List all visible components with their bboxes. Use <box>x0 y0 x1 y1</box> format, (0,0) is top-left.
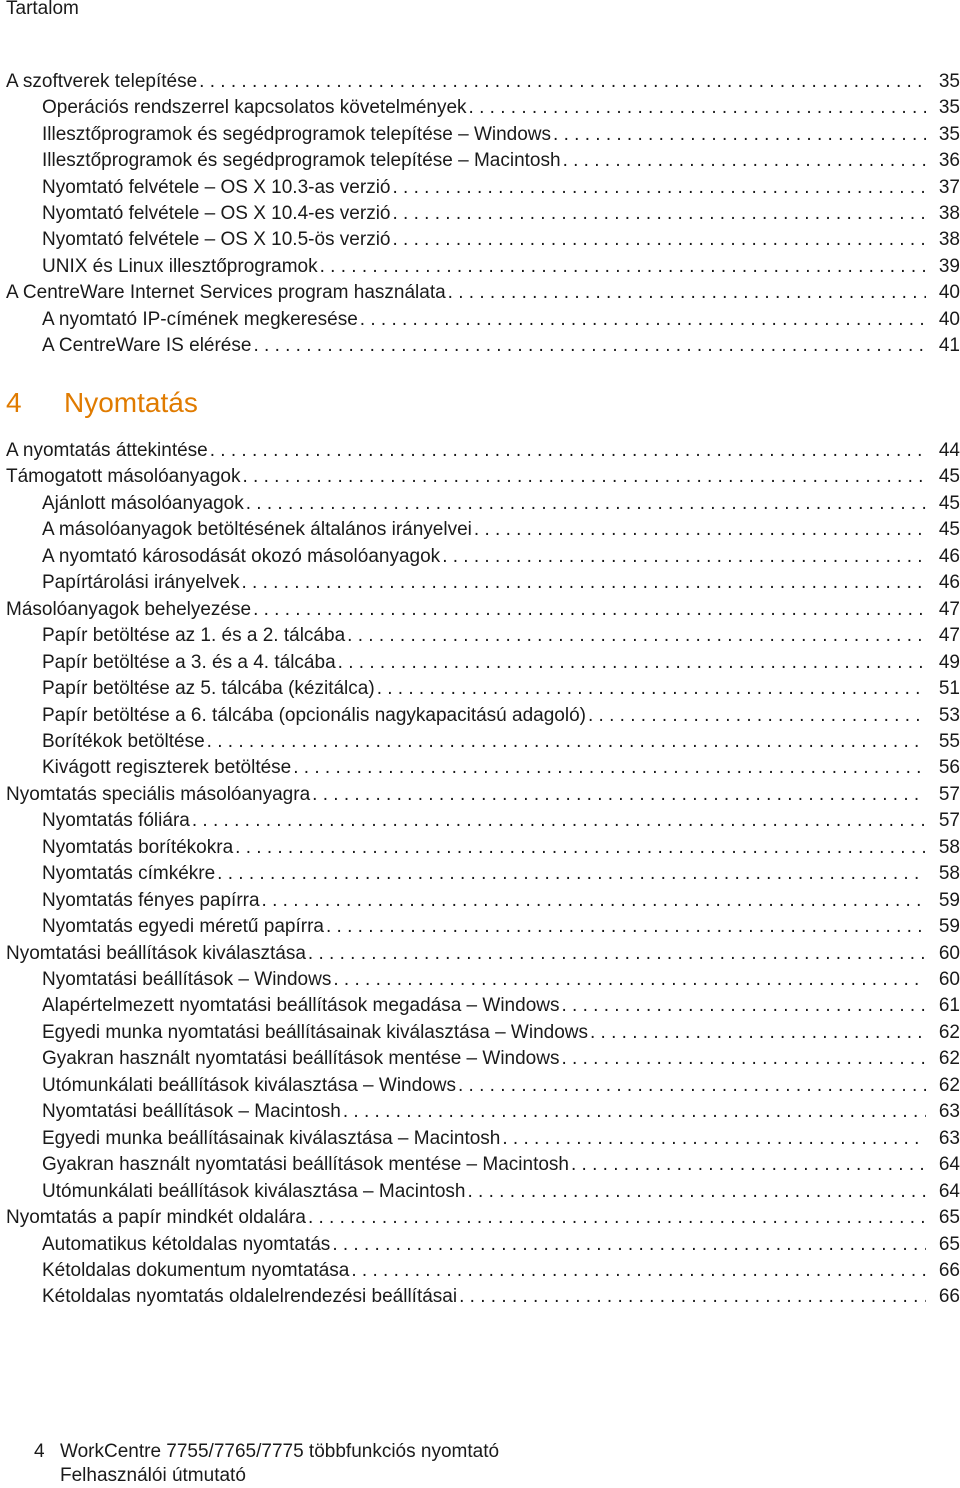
dot-leader <box>571 1153 926 1177</box>
toc-entry-title: Papír betöltése a 6. tálcába (opcionális nagykapacitású adagoló) <box>42 704 586 726</box>
dot-leader <box>253 334 926 358</box>
toc-entry[interactable] <box>0 465 960 489</box>
dot-leader <box>217 862 926 886</box>
chapter-title: Nyomtatás <box>64 387 198 418</box>
dot-leader <box>235 836 926 860</box>
toc-entry-page: 35 <box>938 123 960 145</box>
toc-entry-title: Papír betöltése a 3. és a 4. tálcába <box>42 651 336 673</box>
toc-entry[interactable] <box>0 492 960 516</box>
toc-entry-title: Papír betöltése az 1. és a 2. tálcába <box>42 625 346 647</box>
toc-entry[interactable] <box>0 70 960 94</box>
toc-entry[interactable] <box>0 1074 960 1098</box>
toc-entry-page: 66 <box>938 1259 960 1281</box>
dot-leader <box>312 783 926 807</box>
toc-entry-page: 62 <box>938 1021 960 1043</box>
dot-leader <box>393 228 927 252</box>
toc-entry[interactable] <box>0 176 960 200</box>
toc-entry-title: UNIX és Linux illesztőprogramok <box>42 255 318 277</box>
toc-entry-page: 47 <box>938 625 960 647</box>
toc-entry-page: 38 <box>938 229 960 251</box>
toc-entry[interactable] <box>0 228 960 252</box>
toc-entry-page: 66 <box>938 1286 960 1308</box>
toc-entry-title: Nyomtatás fényes papírra <box>42 889 260 911</box>
toc-entry-page: 59 <box>938 889 960 911</box>
toc-entry-page: 55 <box>938 730 960 752</box>
toc-entry-title: Nyomtatás egyedi méretű papírra <box>42 916 324 938</box>
toc-entry-page: 57 <box>938 783 960 805</box>
dot-leader <box>563 149 926 173</box>
dot-leader <box>308 942 926 966</box>
dot-leader <box>332 1233 926 1257</box>
toc-entry-page: 56 <box>938 757 960 779</box>
toc-entry[interactable] <box>0 1021 960 1045</box>
toc-entry-page: 35 <box>938 97 960 119</box>
toc-entry-title: Nyomtatás borítékokra <box>42 836 234 858</box>
dot-leader <box>561 994 926 1018</box>
toc-entry[interactable] <box>0 730 960 754</box>
toc-entry-page: 64 <box>938 1180 960 1202</box>
toc-entry[interactable] <box>0 1127 960 1151</box>
toc-entry[interactable] <box>0 1259 960 1283</box>
toc-entry-title: Utómunkálati beállítások kiválasztása – Windows <box>42 1074 456 1096</box>
toc-entry-page: 64 <box>938 1154 960 1176</box>
toc-entry-page: 35 <box>938 71 960 92</box>
toc-entry[interactable] <box>0 1100 960 1124</box>
toc-entry[interactable] <box>0 281 960 305</box>
toc-entry[interactable] <box>0 651 960 675</box>
toc-entry-title: Másolóanyagok behelyezése <box>6 598 252 620</box>
dot-leader <box>467 1180 926 1204</box>
toc-entry-page: 65 <box>938 1207 960 1229</box>
toc-entry-title: Kétoldalas dokumentum nyomtatása <box>42 1259 350 1281</box>
dot-leader <box>448 281 926 305</box>
dot-leader <box>262 889 926 913</box>
dot-leader <box>326 915 926 939</box>
toc-entry-title: A nyomtatás áttekintése <box>6 440 208 461</box>
toc-entry-page: 58 <box>938 836 960 858</box>
toc-entry[interactable] <box>0 149 960 173</box>
toc-entry[interactable] <box>0 994 960 1018</box>
toc-entry-page: 58 <box>938 863 960 885</box>
dot-leader <box>242 465 926 489</box>
toc-entry-page: 51 <box>938 678 960 700</box>
dot-leader <box>588 704 926 728</box>
toc-entry-page: 65 <box>938 1233 960 1255</box>
toc-entry[interactable] <box>0 862 960 886</box>
toc-entry[interactable] <box>0 704 960 728</box>
toc-entry-title: Kivágott regiszterek betöltése <box>42 757 292 779</box>
dot-leader <box>469 96 926 120</box>
toc-entry-title: Utómunkálati beállítások kiválasztása – Macintosh <box>42 1180 466 1202</box>
toc-entry-page: 38 <box>938 203 960 224</box>
dot-leader <box>210 439 926 463</box>
dot-leader <box>338 651 926 675</box>
toc-entry[interactable] <box>0 545 960 569</box>
toc-entry-page: 39 <box>938 255 960 277</box>
toc-entry-title: Operációs rendszerrel kapcsolatos követelmények <box>42 97 467 119</box>
toc-entry-page: 40 <box>938 282 960 304</box>
toc-entry-title: Nyomtatás a papír mindkét oldalára <box>6 1207 306 1229</box>
toc-entry[interactable] <box>0 756 960 780</box>
toc-entry-page: 63 <box>938 1101 960 1123</box>
toc-entry-title: Nyomtatási beállítások – Macintosh <box>42 1101 341 1123</box>
toc-entry[interactable] <box>0 809 960 833</box>
toc-entry[interactable] <box>0 1285 960 1309</box>
toc-entry[interactable] <box>0 1206 960 1230</box>
footer-page-number: 4 <box>34 1441 45 1462</box>
toc-entry[interactable] <box>0 889 960 913</box>
toc-entry-page: 46 <box>938 572 960 594</box>
toc-entry-title: Borítékok betöltése <box>42 730 205 752</box>
toc-entry-title: A másolóanyagok betöltésének általános irányelvei <box>42 519 472 541</box>
dot-leader <box>459 1285 926 1309</box>
toc-entry[interactable] <box>0 598 960 622</box>
toc-entry[interactable] <box>0 1233 960 1257</box>
toc-entry-page: 40 <box>938 308 960 330</box>
toc-entry[interactable] <box>0 255 960 279</box>
toc-entry-page: 45 <box>938 519 960 541</box>
toc-entry[interactable] <box>0 1047 960 1071</box>
toc-entry-page: 53 <box>938 704 960 726</box>
toc-entry[interactable] <box>0 1180 960 1204</box>
toc-entry-title: Alapértelmezett nyomtatási beállítások megadása – Windows <box>42 995 560 1017</box>
toc-entry[interactable] <box>0 783 960 807</box>
toc-entry-title: Támogatott másolóanyagok <box>6 466 241 488</box>
toc-entry-page: 59 <box>938 916 960 938</box>
toc-entry-title: Gyakran használt nyomtatási beállítások mentése – Macintosh <box>42 1154 569 1176</box>
toc-entry-page: 47 <box>938 598 960 620</box>
toc-entry-page: 60 <box>938 942 960 964</box>
dot-leader <box>553 123 926 147</box>
toc-entry-page: 49 <box>938 651 960 673</box>
toc-entry[interactable] <box>0 439 960 463</box>
dot-leader <box>351 1259 926 1283</box>
footer-doc-title: Felhasználói útmutató <box>60 1465 246 1486</box>
dot-leader <box>590 1021 926 1045</box>
dot-leader <box>377 677 926 701</box>
toc-entry-title: Illesztőprogramok és segédprogramok telepítése – Windows <box>42 123 552 145</box>
dot-leader <box>474 518 926 542</box>
dot-leader <box>561 1047 926 1071</box>
dot-leader <box>241 571 926 595</box>
dot-leader <box>246 492 926 516</box>
toc-entry-page: 60 <box>938 969 960 990</box>
toc-entry-title: A CentreWare IS elérése <box>42 335 252 356</box>
toc-entry[interactable] <box>0 96 960 120</box>
toc-entry-page: 63 <box>938 1127 960 1149</box>
toc-entry[interactable] <box>0 677 960 701</box>
toc-entry-title: A szoftverek telepítése <box>6 71 198 92</box>
toc-entry-title: A CentreWare Internet Services program használata <box>6 282 446 304</box>
dot-leader <box>347 624 926 648</box>
toc-entry-title: A nyomtató károsodását okozó másolóanyagok <box>42 545 441 567</box>
toc-entry-title: Nyomtatás címkékre <box>42 863 216 885</box>
toc-entry[interactable] <box>0 624 960 648</box>
dot-leader <box>393 176 927 200</box>
dot-leader <box>442 545 926 569</box>
dot-leader <box>253 598 926 622</box>
toc-entry[interactable] <box>0 123 960 147</box>
page-footer <box>34 1440 499 1488</box>
toc-entry[interactable] <box>0 915 960 939</box>
dot-leader <box>458 1074 926 1098</box>
toc-entry[interactable] <box>0 518 960 542</box>
dot-leader <box>343 1100 926 1124</box>
toc-entry[interactable] <box>0 836 960 860</box>
toc-entry-title: Ajánlott másolóanyagok <box>42 492 244 514</box>
toc-entry-title: Automatikus kétoldalas nyomtatás <box>42 1233 331 1255</box>
toc-entry-title: Nyomtató felvétele – OS X 10.3-as verzió <box>42 176 391 198</box>
toc-entry-page: 36 <box>938 150 960 172</box>
chapter-heading <box>6 386 198 420</box>
toc-entry-page: 45 <box>938 492 960 514</box>
toc-entry-page: 41 <box>938 335 960 356</box>
page-header: Tartalom <box>6 0 79 19</box>
toc-entry-title: Kétoldalas nyomtatás oldalelrendezési beállításai <box>42 1286 458 1308</box>
toc-entry-page: 57 <box>938 810 960 832</box>
toc-entry-title: A nyomtató IP-címének megkeresése <box>42 308 358 330</box>
toc-entry-title: Nyomtatás speciális másolóanyagra <box>6 783 311 805</box>
toc-entry-page: 62 <box>938 1074 960 1096</box>
toc-entry-title: Nyomtató felvétele – OS X 10.5-ös verzió <box>42 229 391 251</box>
dot-leader <box>360 308 926 332</box>
dot-leader <box>333 968 926 992</box>
toc-entry-title: Illesztőprogramok és segédprogramok telepítése – Macintosh <box>42 150 561 172</box>
toc-entry-page: 61 <box>938 995 960 1017</box>
toc-entry-title: Papírtárolási irányelvek <box>42 572 240 594</box>
toc-entry-title: Nyomtatási beállítások kiválasztása <box>6 942 306 964</box>
toc-entry-page: 45 <box>938 466 960 488</box>
toc-entry-page: 46 <box>938 545 960 567</box>
dot-leader <box>293 756 926 780</box>
toc-entry[interactable] <box>0 968 960 992</box>
toc-entry-title: Papír betöltése az 5. tálcába (kézitálca) <box>42 678 375 700</box>
toc-entry-title: Nyomtató felvétele – OS X 10.4-es verzió <box>42 203 391 224</box>
dot-leader <box>320 255 926 279</box>
footer-product: WorkCentre 7755/7765/7775 többfunkciós nyomtató <box>60 1441 500 1462</box>
toc-entry-title: Nyomtatás fóliára <box>42 810 190 832</box>
toc-entry[interactable] <box>0 308 960 332</box>
toc-entry-title: Egyedi munka nyomtatási beállításainak kiválasztása – Windows <box>42 1021 588 1043</box>
toc-entry-page: 37 <box>938 176 960 198</box>
chapter-number: 4 <box>6 387 22 418</box>
toc-entry[interactable] <box>0 571 960 595</box>
toc-entry[interactable] <box>0 942 960 966</box>
toc-entry-title: Egyedi munka beállításainak kiválasztása – Macintosh <box>42 1127 501 1149</box>
toc-entry[interactable] <box>0 1153 960 1177</box>
toc-entry-title: Nyomtatási beállítások – Windows <box>42 969 332 990</box>
dot-leader <box>502 1127 926 1151</box>
toc-entry-title: Gyakran használt nyomtatási beállítások mentése – Windows <box>42 1048 560 1070</box>
toc-entry-page: 62 <box>938 1048 960 1070</box>
dot-leader <box>207 730 926 754</box>
dot-leader <box>308 1206 926 1230</box>
toc-entry[interactable] <box>0 202 960 226</box>
toc-entry-page: 44 <box>938 440 960 461</box>
dot-leader <box>192 809 926 833</box>
dot-leader <box>393 202 927 226</box>
dot-leader <box>199 70 926 94</box>
toc-entry[interactable] <box>0 334 960 358</box>
